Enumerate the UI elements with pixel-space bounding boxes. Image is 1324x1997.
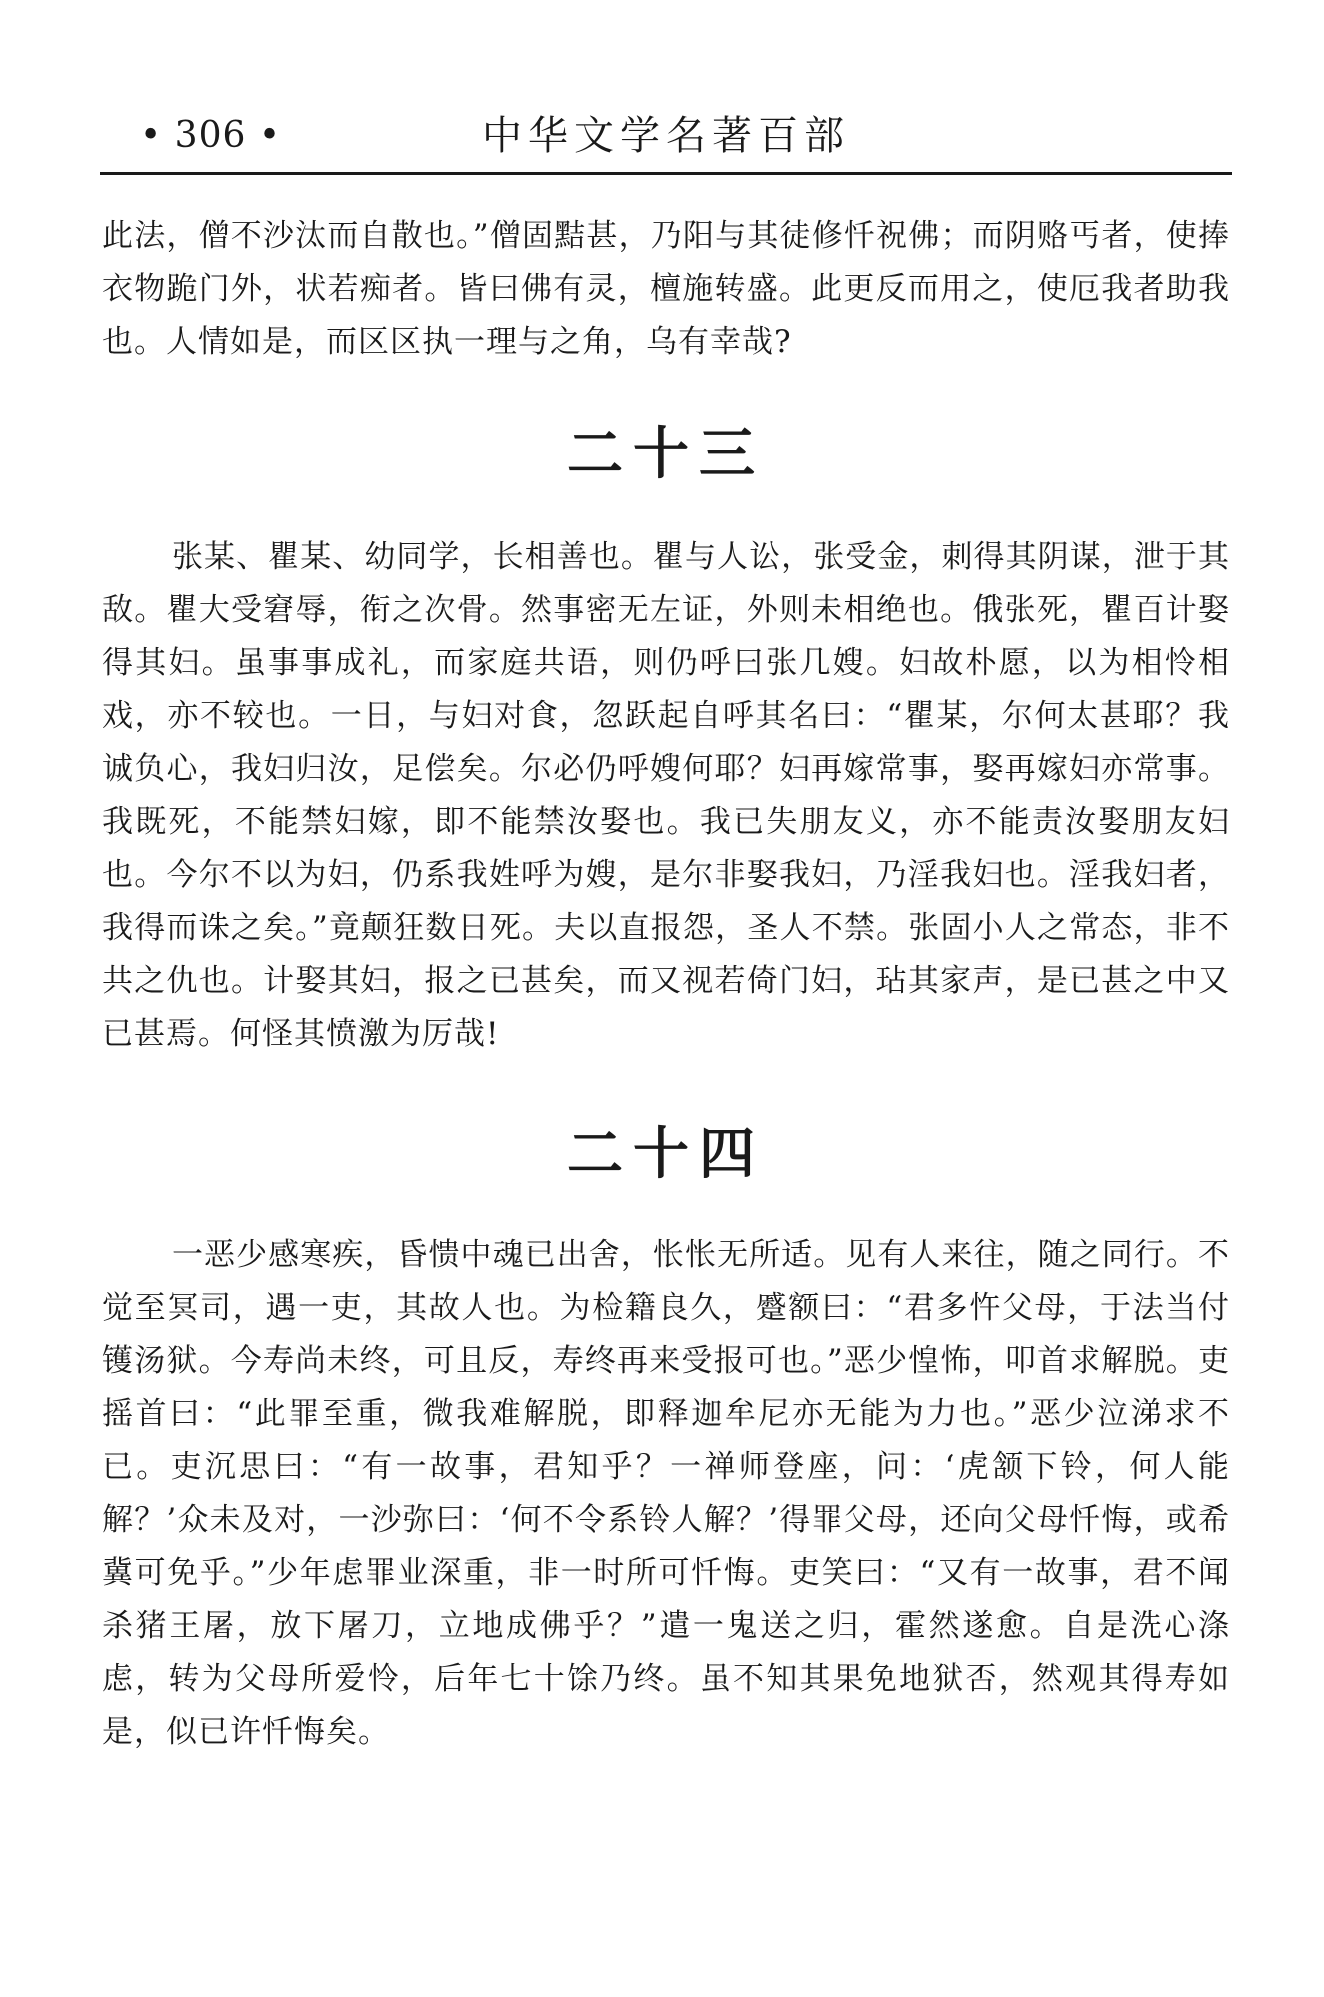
section-23-paragraph: 张某、瞿某、幼同学，长相善也。瞿与人讼，张受金，刺得其阴谋，泄于其敌。瞿大受窘辱，衔之次骨。然事密无左证，外则未相绝也。俄张死，瞿百计娶得其妇。虽事事成礼，而家庭共语，则仍呼曰张几嫂。妇故朴愿，以为相怜相戏，亦不较也。一日，与妇对食，忽跃起自呼其名曰：“瞿某，尔何太甚耶？我诚负心，我妇归汝，足偿矣。尔必仍呼嫂何耶？妇再嫁常事，娶再嫁妇亦常事。我既死，不能禁妇嫁，即不能禁汝娶也。我已失朋友义，亦不能责汝娶朋友妇也。今尔不以为妇，仍系我姓呼为嫂，是尔非娶我妇，乃淫我妇也。淫我妇者，我得而诛之矣。”竟颠狂数日死。夫以直报怨，圣人不禁。张固小人之常态，非不共之仇也。计娶其妇，报之已甚矣，而又视若倚门妇，玷其家声，是已甚之中又已甚焉。何怪其愤激为厉哉! — [102, 539, 1230, 1052]
section-24-paragraph: 一恶少感寒疾，昏愦中魂已出舍，怅怅无所适。见有人来往，随之同行。不觉至冥司，遇一吏，其故人也。为检籍良久，蹙额曰：“君多忤父母，于法当付镬汤狱。今寿尚未终，可且反，寿终再来受报可也。”恶少惶怖，叩首求解脱。吏摇首曰：“此罪至重，微我难解脱，即释迦牟尼亦无能为力也。”恶少泣涕求不已。吏沉思曰：“有一故事，君知乎？一禅师登座，问：‘虎颔下铃，何人能解？’众未及对，一沙弥曰：‘何不令系铃人解？’得罪父母，还向父母忏悔，或希冀可免乎。”少年虑罪业深重，非一时所可忏悔。吏笑曰：“又有一故事，君不闻杀猪王屠，放下屠刀，立地成佛乎？”遣一鬼送之归，霍然遂愈。自是洗心涤虑，转为父母所爱怜，后年七十馀乃终。虽不知其果免地狱否，然观其得寿如是，似已许忏悔矣。 — [102, 1237, 1230, 1750]
page-number: • 306 • — [140, 115, 282, 156]
header-rule — [100, 172, 1232, 175]
section-heading-24: 二十四 — [567, 1122, 765, 1187]
running-title: 中华文学名著百部 — [482, 113, 850, 159]
continuation-paragraph: 此法，僧不沙汰而自散也。”僧固黠甚，乃阳与其徒修忏祝佛；而阴赂丐者，使捧衣物跪门外，状若痴者。皆曰佛有灵，檀施转盛。此更反而用之，使厄我者助我也。人情如是，而区区执一理与之角，乌有幸哉? — [102, 218, 1230, 360]
page-header — [100, 108, 1232, 168]
page-body — [102, 210, 1230, 1759]
section-heading-23: 二十三 — [567, 422, 765, 487]
